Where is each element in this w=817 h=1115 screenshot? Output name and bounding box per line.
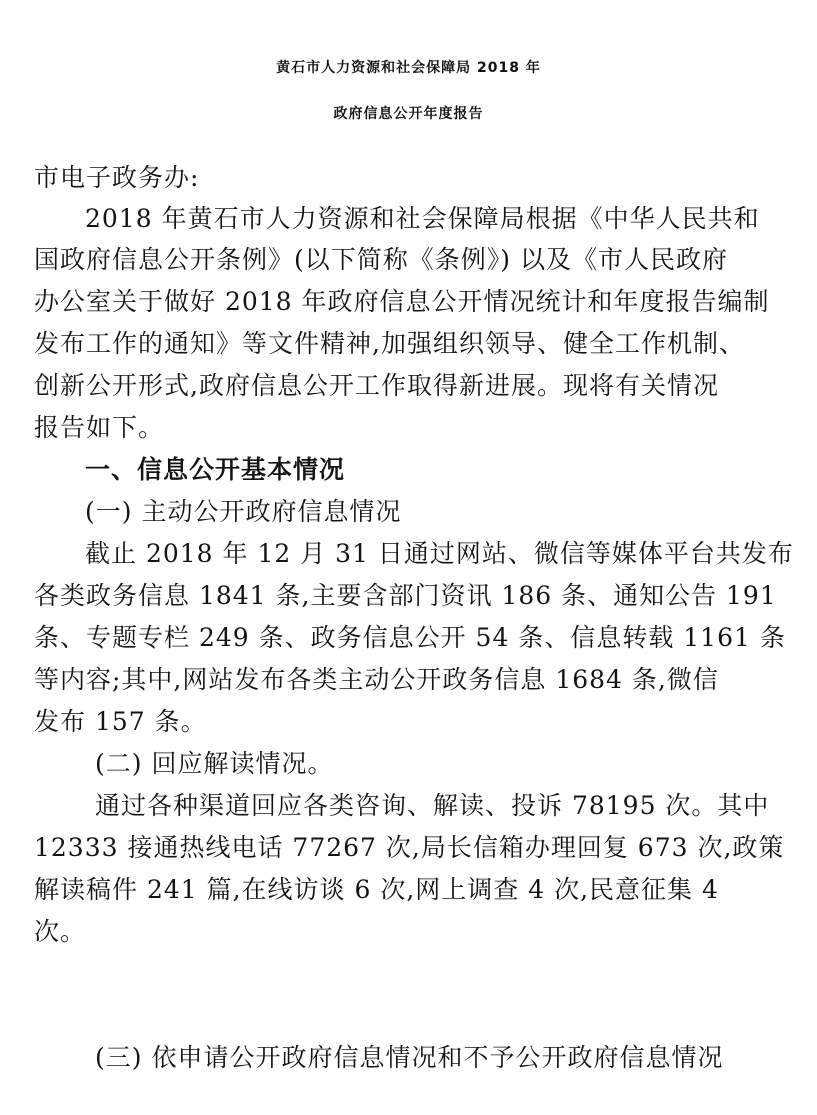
paragraph-line: 12333 接通热线电话 77267 次,局长信箱办理回复 673 次,政策 bbox=[34, 833, 785, 862]
intro-line: 2018 年黄石市人力资源和社会保障局根据《中华人民共和 bbox=[85, 204, 760, 233]
intro-line: 报告如下。 bbox=[34, 413, 165, 442]
addressee: 市电子政务办: bbox=[34, 163, 200, 192]
report-title-line-2: 政府信息公开年度报告 bbox=[333, 106, 484, 122]
section-heading: 一、信息公开基本情况 bbox=[85, 455, 346, 484]
paragraph-line: 各类政务信息 1841 条,主要含部门资讯 186 条、通知公告 191 bbox=[34, 581, 777, 610]
intro-line: 办公室关于做好 2018 年政府信息公开情况统计和年度报告编制 bbox=[34, 287, 770, 316]
subsection-heading: (一) 主动公开政府信息情况 bbox=[85, 497, 402, 526]
paragraph-line: 等内容;其中,网站发布各类主动公开政务信息 1684 条,微信 bbox=[34, 665, 719, 694]
subsection-heading: (二) 回应解读情况。 bbox=[95, 749, 334, 778]
subsection-heading: (三) 依申请公开政府信息情况和不予公开政府信息情况 bbox=[95, 1043, 724, 1072]
paragraph-line: 通过各种渠道回应各类咨询、解读、投诉 78195 次。其中 bbox=[95, 791, 770, 820]
paragraph-line: 发布 157 条。 bbox=[34, 707, 207, 736]
paragraph-line: 条、专题专栏 249 条、政务信息公开 54 条、信息转载 1161 条 bbox=[34, 623, 786, 652]
intro-line: 创新公开形式,政府信息公开工作取得新进展。现将有关情况 bbox=[34, 371, 719, 400]
intro-line: 发布工作的通知》等文件精神,加强组织领导、健全工作机制、 bbox=[34, 329, 745, 358]
paragraph-line: 解读稿件 241 篇,在线访谈 6 次,网上调查 4 次,民意征集 4 bbox=[34, 875, 719, 904]
paragraph-line: 截止 2018 年 12 月 31 日通过网站、微信等媒体平台共发布 bbox=[85, 539, 794, 568]
intro-line: 国政府信息公开条例》(以下简称《条例》) 以及《市人民政府 bbox=[34, 245, 728, 274]
report-title-line-1: 黄石市人力资源和社会保障局 2018 年 bbox=[276, 60, 541, 76]
paragraph-line: 次。 bbox=[34, 917, 87, 946]
